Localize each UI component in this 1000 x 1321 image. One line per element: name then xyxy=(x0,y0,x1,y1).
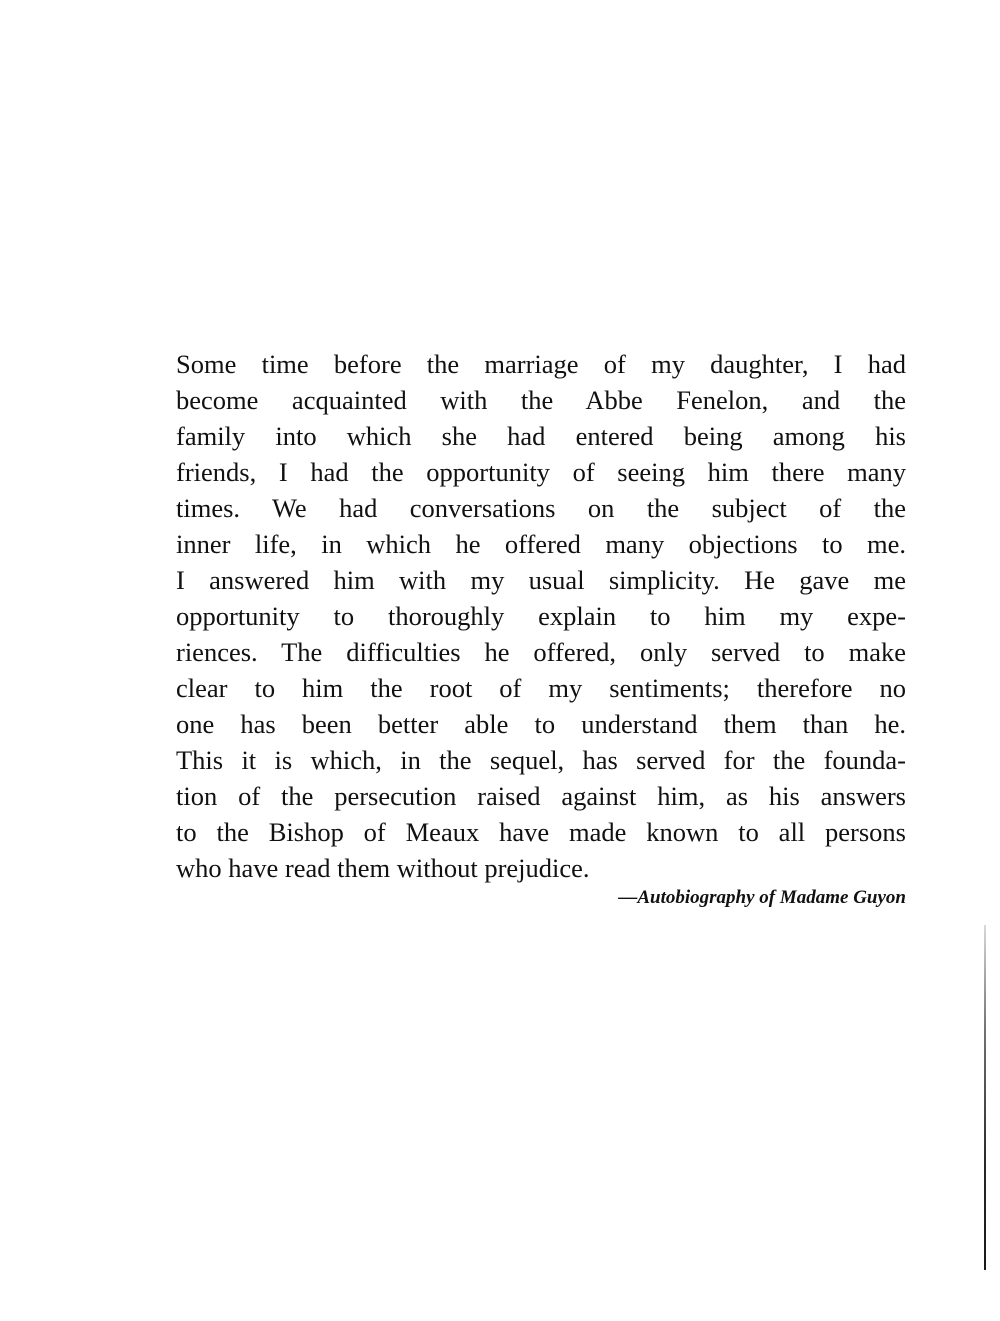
quote-attribution: —Autobiography of Madame Guyon xyxy=(618,887,906,908)
passage-line: I answered him with my usual simplicity. He gave me xyxy=(176,565,906,595)
passage-line: times. We had conversations on the subject of the xyxy=(176,493,906,523)
passage-line: friends, I had the opportunity of seeing him there many xyxy=(176,457,906,487)
quote-passage xyxy=(176,346,906,886)
passage-line: who have read them without prejudice. xyxy=(176,853,590,883)
passage-line: one has been better able to understand them than he. xyxy=(176,709,906,739)
passage-line: Some time before the marriage of my daughter, I had xyxy=(176,349,906,379)
passage-line: opportunity to thoroughly explain to him my expe- xyxy=(176,601,906,631)
passage-line: become acquainted with the Abbe Fenelon, and the xyxy=(176,385,906,415)
passage-line: inner life, in which he offered many objections to me. xyxy=(176,529,906,559)
passage-line: clear to him the root of my sentiments; therefore no xyxy=(176,673,906,703)
passage-line: family into which she had entered being among his xyxy=(176,421,906,451)
scan-edge-artifact xyxy=(984,925,986,1270)
passage-line: This it is which, in the sequel, has served for the founda- xyxy=(176,745,906,775)
passage-line: tion of the persecution raised against him, as his answers xyxy=(176,781,906,811)
passage-line: riences. The difficulties he offered, only served to make xyxy=(176,637,906,667)
passage-line: to the Bishop of Meaux have made known to all persons xyxy=(176,817,906,847)
